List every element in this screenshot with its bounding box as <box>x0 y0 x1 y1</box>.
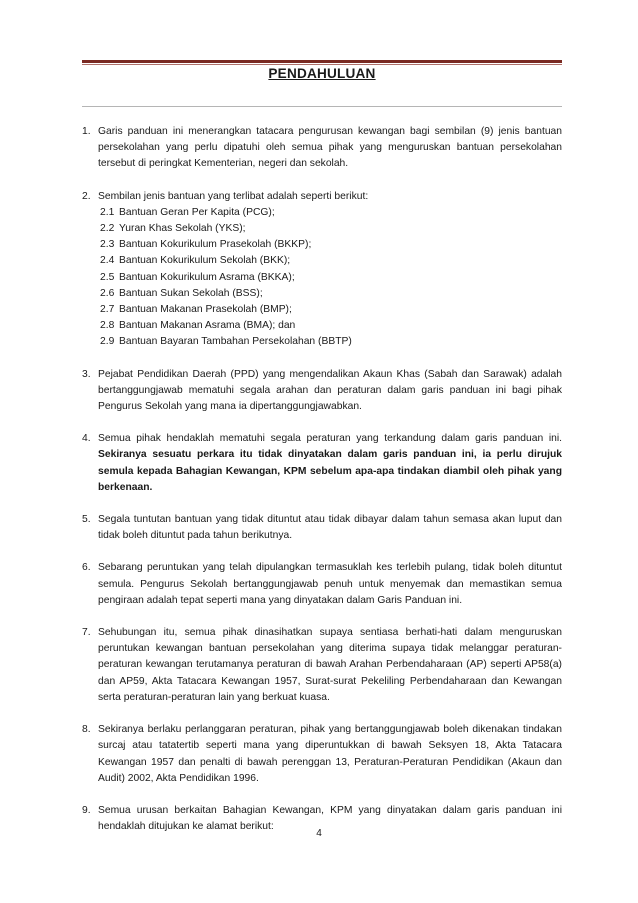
sub-item <box>98 237 562 253</box>
item-number: 5. <box>82 514 91 526</box>
page-title: PENDAHULUAN <box>268 66 376 81</box>
item-text: Semua urusan berkaitan Bahagian Kewangan, KPM yang dinyatakan dalam garis panduan ini hendaklah ditujukan ke alamat berikut: <box>98 804 562 833</box>
item-number: 7. <box>82 627 91 639</box>
item-text: Sekiranya berlaku perlanggaran peraturan, pihak yang bertanggungjawab boleh dikenakan tindakan surcaj atau tatatertib seperti mana yang diperuntukkan di bawah Seksyen 18, Akta Tatacara Kewangan 1957 dan penalti di bawah perenggan 13, Peraturan-Peraturan Pendidikan (Akaun dan Audit) 2002, Akta Pendidikan 1996. <box>98 724 562 784</box>
item-number: 3. <box>82 368 91 380</box>
sub-item-number: 2.8 <box>100 320 115 332</box>
item-bold-text: Sekiranya sesuatu perkara itu tidak dinyatakan dalam garis panduan ini, ia perlu dirujuk semula kepada Bahagian Kewangan, KPM sebelum apa-apa tindakan diambil oleh pihak yang berkenaan. <box>98 449 562 493</box>
item-number: 1. <box>82 126 91 137</box>
sub-item-number: 2.7 <box>100 304 115 316</box>
list-item-8 <box>82 722 562 787</box>
list-item-1 <box>82 124 562 173</box>
item-number: 9. <box>82 804 91 816</box>
list-item-2 <box>82 189 562 351</box>
sub-item-number: 2.6 <box>100 287 115 299</box>
sub-item <box>98 270 562 286</box>
page-number: 4 <box>316 828 322 839</box>
sub-item-text: Bantuan Kokurikulum Prasekolah (BKKP); <box>119 239 312 251</box>
item-text: Garis panduan ini menerangkan tatacara pengurusan kewangan bagi sembilan (9) jenis bantuan persekolahan yang perlu dipatuhi oleh semua pihak yang menguruskan bantuan persekolahan tersebut di peringkat Kementerian, negeri dan sekolah. <box>98 126 562 170</box>
sub-item-number: 2.5 <box>100 271 115 283</box>
sub-item-number: 2.9 <box>100 336 115 348</box>
item-number: 8. <box>82 724 91 736</box>
item-text: Pejabat Pendidikan Daerah (PPD) yang mengendalikan Akaun Khas (Sabah dan Sarawak) adalah bertanggungjawab mematuhi segala arahan dan peraturan dalam garis panduan ini bagi pihak Pengurus Sekolah yang mana ia dipertanggungjawabkan. <box>98 368 562 413</box>
header-rule <box>82 60 562 63</box>
sub-item-number: 2.1 <box>100 206 115 218</box>
item-text: Sembilan jenis bantuan yang terlibat adalah seperti berikut: <box>98 190 369 202</box>
item-body <box>98 189 562 351</box>
item-text: Segala tuntutan bantuan yang tidak dituntut atau tidak dibayar dalam tahun semasa akan luput dan tidak boleh dituntut pada tahun berikutnya. <box>98 514 562 542</box>
item-text: Sebarang peruntukan yang telah dipulangkan termasuklah kes terlebih pulang, tidak boleh dituntut semula. Pengurus Sekolah bertanggungjawab penuh untuk menyemak dan memastikan semua pengiraan adalah tepat seperti mana yang dinyatakan dalam Garis Panduan ini. <box>98 562 562 606</box>
sub-item-text: Bantuan Makanan Asrama (BMA); dan <box>119 320 296 332</box>
item-number: 2. <box>82 190 91 202</box>
item-number: 4. <box>82 433 91 445</box>
sub-item <box>98 318 562 334</box>
list-item-3 <box>82 367 562 416</box>
list-item-6 <box>82 560 562 609</box>
list-item-5 <box>82 512 562 544</box>
item-body <box>98 431 562 496</box>
document-body <box>82 124 562 851</box>
sub-item-text: Bantuan Kokurikulum Asrama (BKKA); <box>119 271 295 283</box>
sub-item-text: Bantuan Makanan Prasekolah (BMP); <box>119 304 292 316</box>
sub-item <box>98 253 562 269</box>
sub-item <box>98 334 562 350</box>
sub-item-number: 2.4 <box>100 255 115 267</box>
item-text: Sehubungan itu, semua pihak dinasihatkan supaya sentiasa berhati-hati dalam menguruskan peruntukan kewangan bantuan persekolahan yang diterima supaya tidak melanggar peraturan-peraturan kewangan terutamanya peraturan di bawah Arahan Perbendaharaan (AP) seperti AP58(a) dan AP59, Akta Tatacara Kewangan 1957, Surat-surat Pekeliling Perbendaharaan dan Kewangan serta peraturan-peraturan lain yang berkuat kuasa. <box>98 627 562 703</box>
sub-item <box>98 205 562 221</box>
item-text: Semua pihak hendaklah mematuhi segala peraturan yang terkandung dalam garis panduan ini. <box>98 433 562 445</box>
item-number: 6. <box>82 562 91 574</box>
sub-item-number: 2.3 <box>100 239 115 251</box>
list-item-4 <box>82 431 562 496</box>
sub-item-text: Bantuan Kokurikulum Sekolah (BKK); <box>119 255 291 267</box>
sub-item-text: Bantuan Bayaran Tambahan Persekolahan (BBTP) <box>119 336 352 348</box>
sub-item <box>98 221 562 237</box>
sub-item-text: Bantuan Sukan Sekolah (BSS); <box>119 287 263 299</box>
sub-item <box>98 302 562 318</box>
sub-item-text: Yuran Khas Sekolah (YKS); <box>119 223 246 235</box>
list-item-7 <box>82 625 562 706</box>
sub-item-number: 2.2 <box>100 223 115 235</box>
sub-item-text: Bantuan Geran Per Kapita (PCG); <box>119 206 275 218</box>
sub-item <box>98 286 562 302</box>
title-divider <box>82 106 562 107</box>
